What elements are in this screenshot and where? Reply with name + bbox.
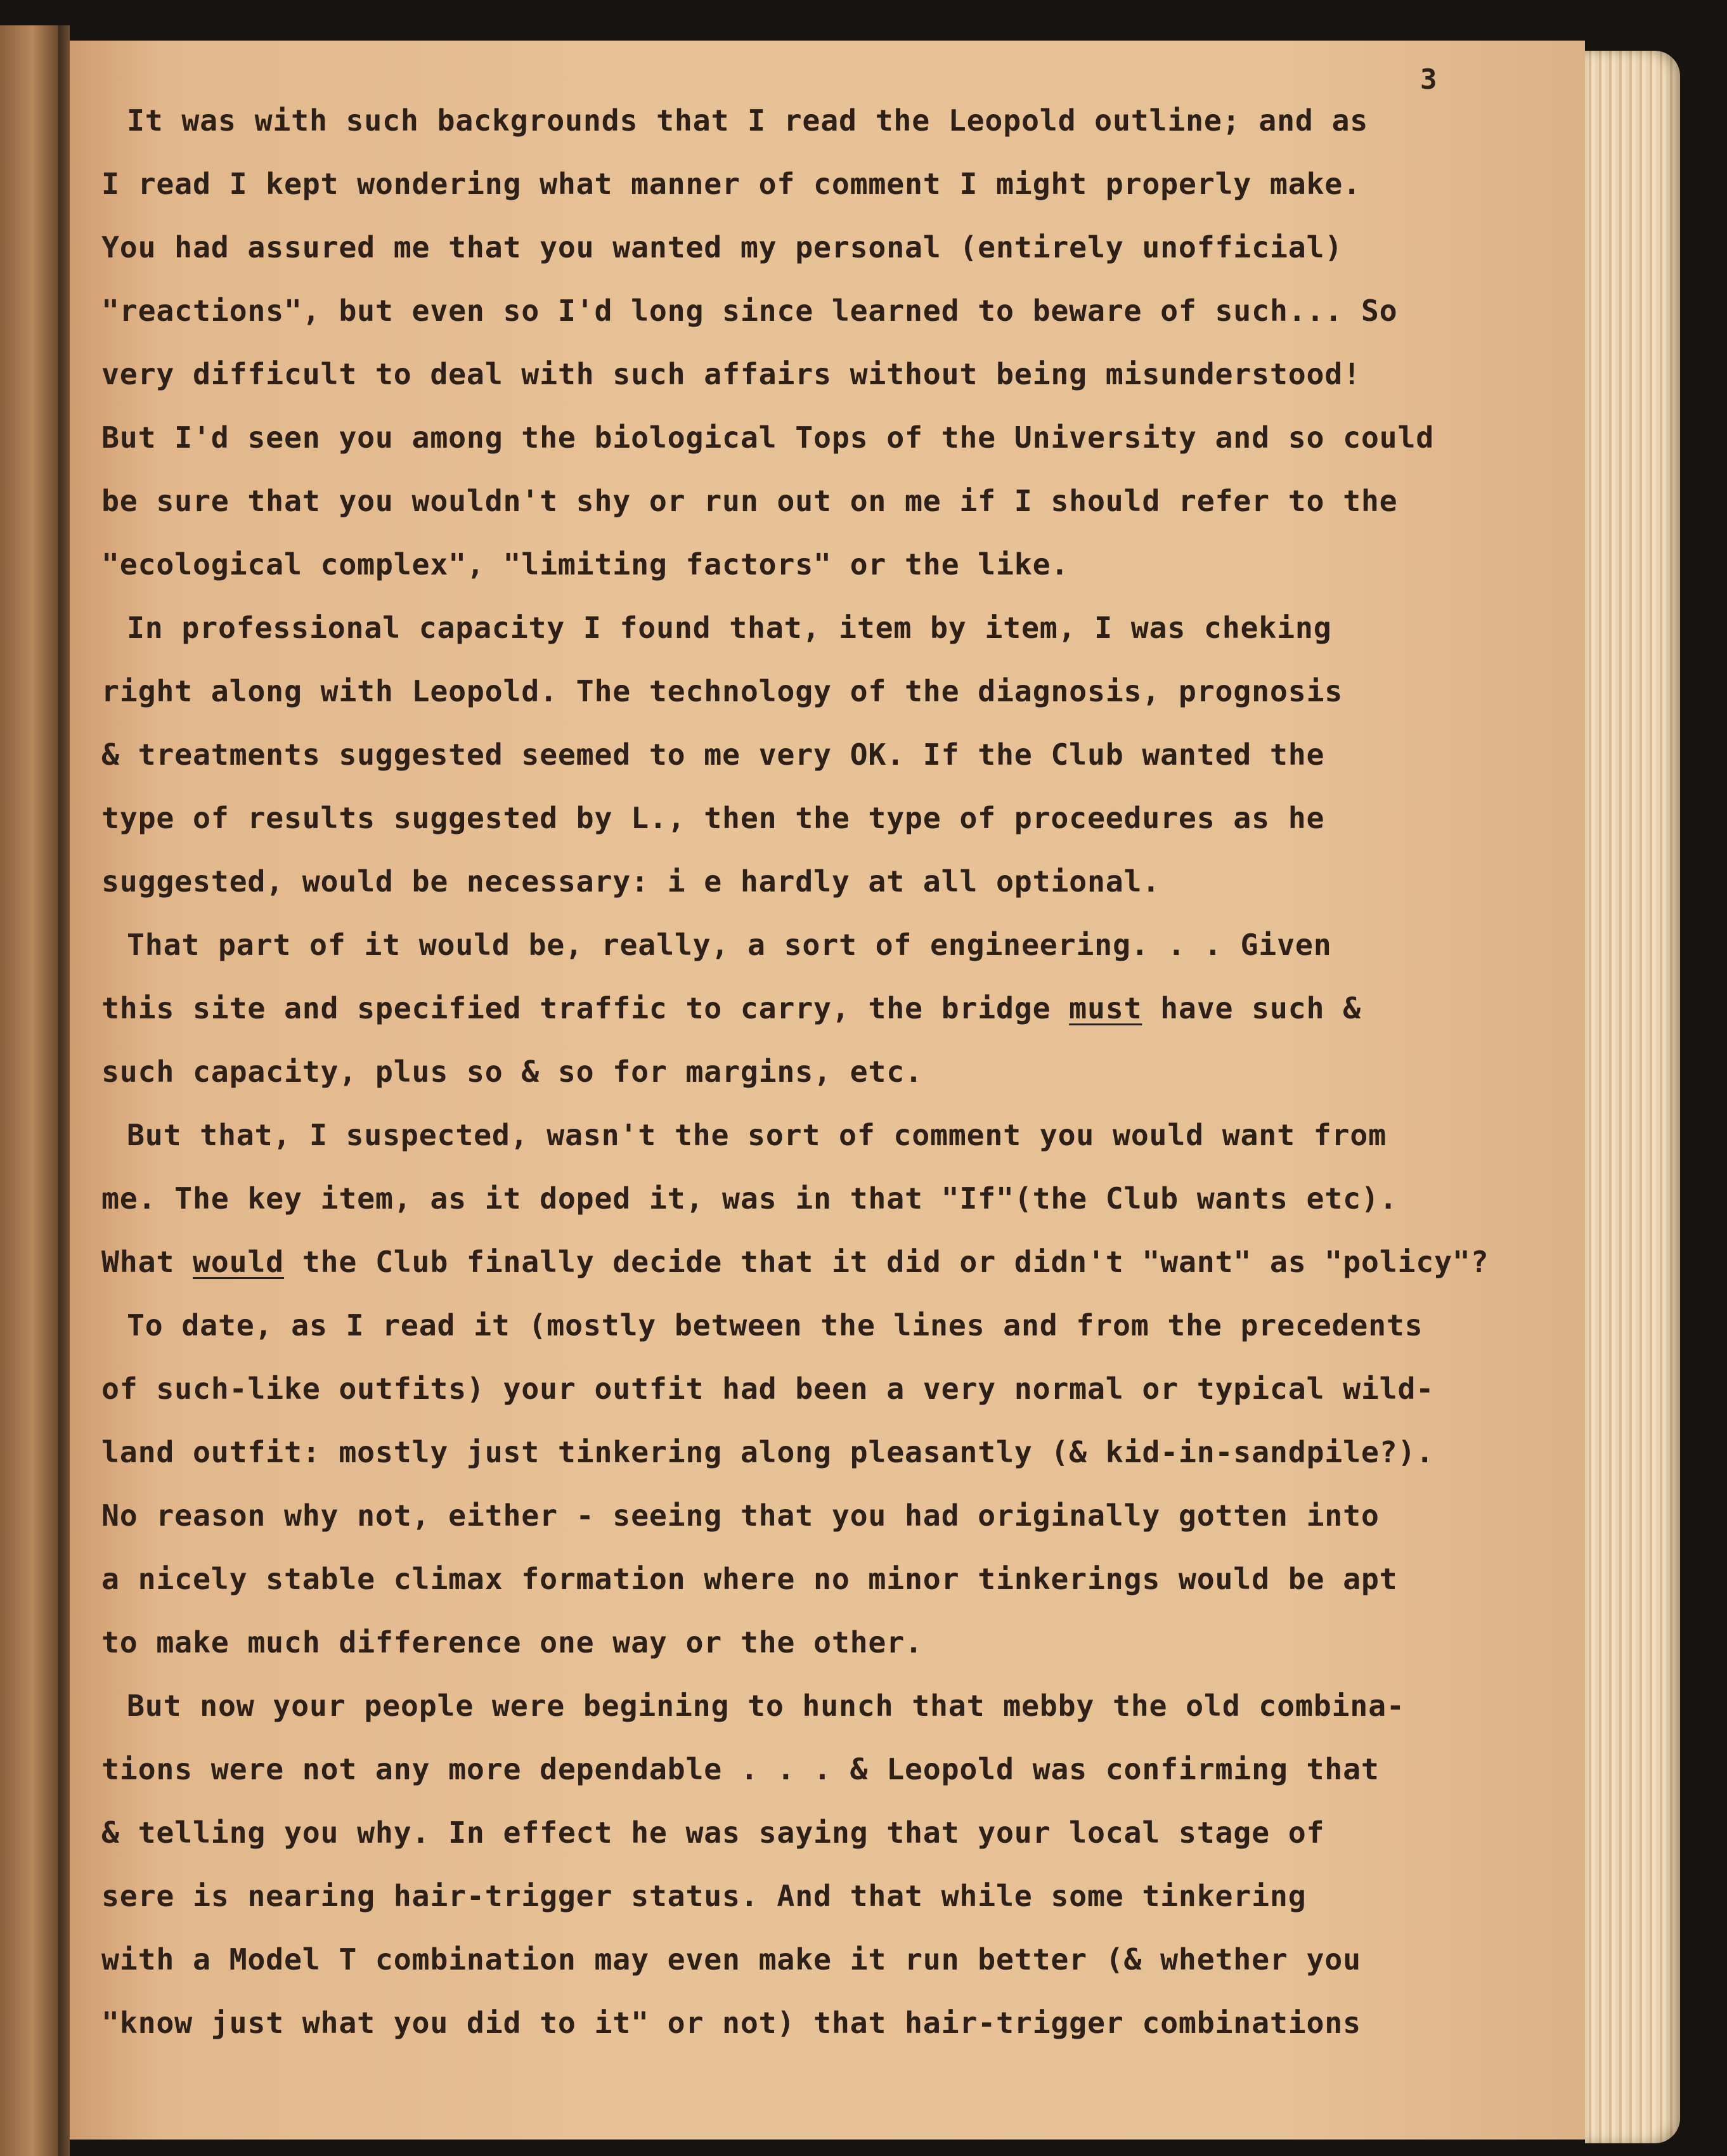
text-segment: have such & (1142, 991, 1361, 1025)
text-line: be sure that you wouldn't shy or run out on me if I should refer to the (101, 484, 1398, 518)
text-line: & telling you why. In effect he was saying that your local stage of (101, 1815, 1325, 1850)
text-line: But now your people were begining to hunch that mebby the old combina- (127, 1689, 1405, 1723)
underlined-word: would (192, 1245, 284, 1279)
text-line: It was with such backgrounds that I read the Leopold outline; and as (127, 103, 1369, 138)
text-line: & treatments suggested seemed to me very OK. If the Club wanted the (101, 737, 1325, 772)
page-number: 3 (1420, 63, 1437, 96)
text-line: "ecological complex", "limiting factors" or the like. (101, 547, 1070, 581)
text-line: sere is nearing hair-trigger status. And that while some tinkering (101, 1879, 1307, 1913)
text-line: very difficult to deal with such affairs without being misunderstood! (101, 357, 1361, 391)
body-text (101, 89, 1579, 2055)
text-line: "reactions", but even so I'd long since learned to beware of such... So (101, 294, 1398, 328)
text-line: But that, I suspected, wasn't the sort of comment you would want from (127, 1118, 1387, 1152)
text-line: such capacity, plus so & so for margins, etc. (101, 1055, 923, 1089)
text-line: To date, as I read it (mostly between the lines and from the precedents (127, 1308, 1423, 1342)
text-segment: this site and specified traffic to carry, the bridge (101, 991, 1070, 1025)
text-line: to make much difference one way or the other. (101, 1625, 923, 1659)
text-line: I read I kept wondering what manner of comment I might properly make. (101, 167, 1361, 201)
text-line: right along with Leopold. The technology of the diagnosis, prognosis (101, 674, 1343, 708)
text-line: land outfit: mostly just tinkering along pleasantly (& kid-in-sandpile?). (101, 1435, 1435, 1469)
text-segment: What (101, 1245, 193, 1279)
text-line: type of results suggested by L., then the type of proceedures as he (101, 801, 1325, 835)
underlined-word: must (1069, 991, 1142, 1025)
text-line: In professional capacity I found that, item by item, I was cheking (127, 611, 1332, 645)
text-line: suggested, would be necessary: i e hardly at all optional. (101, 864, 1161, 899)
text-line: That part of it would be, really, a sort of engineering. . . Given (127, 928, 1332, 962)
text-line: of such-like outfits) your outfit had been a very normal or typical wild- (101, 1372, 1435, 1406)
text-line: You had assured me that you wanted my personal (entirely unofficial) (101, 230, 1343, 264)
text-segment: the Club finally decide that it did or didn't "want" as "policy"? (283, 1245, 1489, 1279)
text-line: tions were not any more dependable . . . & Leopold was confirming that (101, 1752, 1380, 1786)
left-page-edge (0, 25, 58, 2156)
text-line (101, 977, 1579, 1040)
text-line: a nicely stable climax formation where no minor tinkerings would be apt (101, 1562, 1398, 1596)
text-line (101, 1230, 1579, 1294)
page-edges (1585, 51, 1680, 2143)
book-gutter (58, 25, 70, 2156)
text-line: me. The key item, as it doped it, was in that "If"(the Club wants etc). (101, 1181, 1398, 1216)
text-line: No reason why not, either - seeing that you had originally gotten into (101, 1498, 1380, 1533)
text-line: "know just what you did to it" or not) that hair-trigger combinations (101, 2006, 1361, 2040)
text-line: with a Model T combination may even make it run better (& whether you (101, 1942, 1361, 1977)
text-line: But I'd seen you among the biological Tops of the University and so could (101, 420, 1435, 455)
